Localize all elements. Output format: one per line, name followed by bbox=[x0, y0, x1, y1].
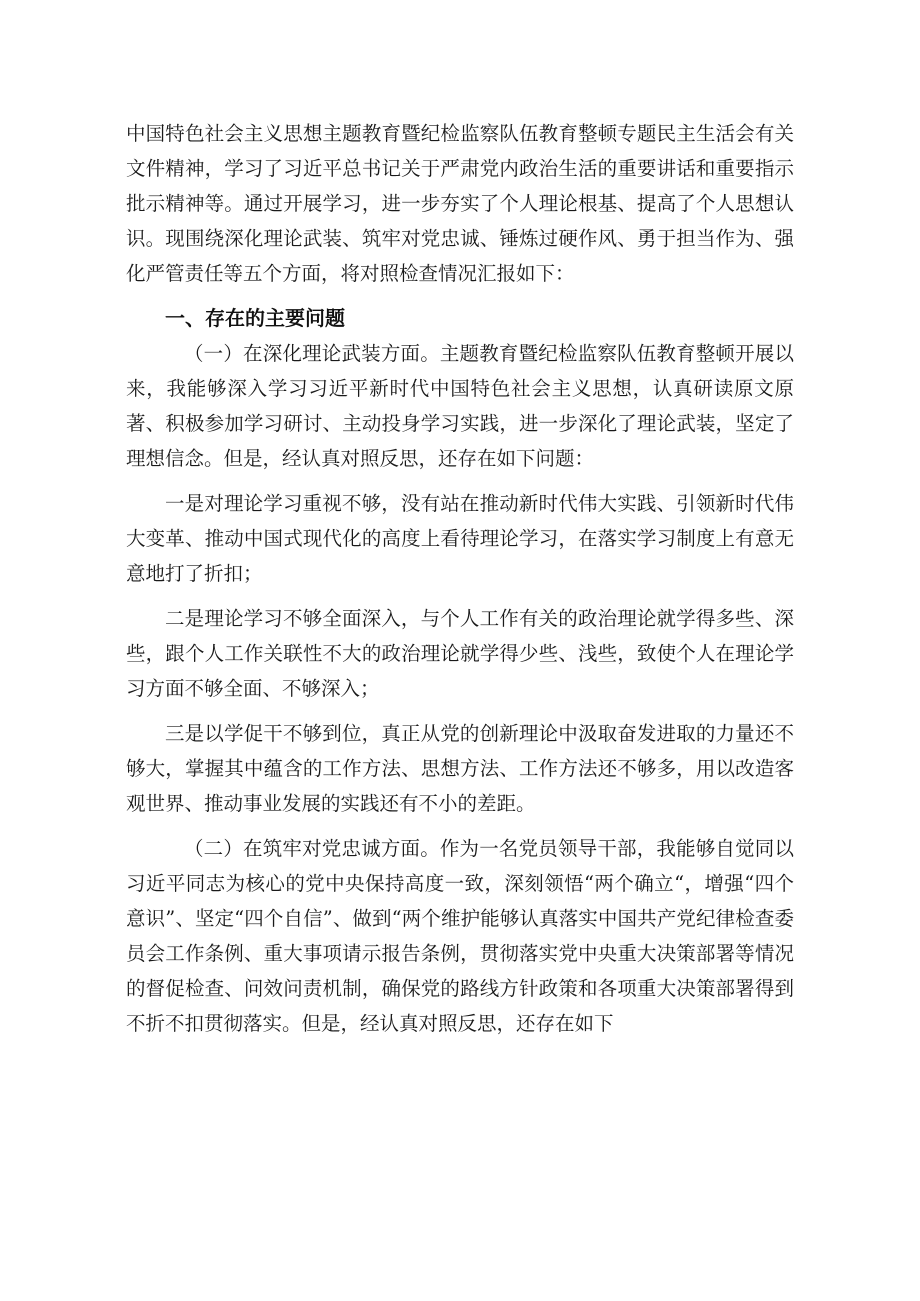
problem-two-paragraph: 二是理论学习不够全面深入，与个人工作有关的政治理论就学得多些、深些，跟个人工作关联性不大的政治理论就学得少些、浅些，致使个人在理论学习方面不够全面、不够深入； bbox=[126, 607, 794, 700]
subsection-loyalty-paragraph: （二）在筑牢对党忠诚方面。作为一名党员领导干部，我能够自觉同以习近平同志为核心的党中央保持高度一致，深刻领悟“两个确立“，增强“四个意识”、坚定“四个自信”、做到“两个维护能够认真落实中国共产党纪律检查委员会工作条例、重大事项请示报告条例，贯彻落实党中央重大决策部署等情况的督促检查、问效问责机制，确保党的路线方针政策和各项重大决策部署得到不折不扣贯彻落实。但是，经认真对照反思，还存在如下 bbox=[126, 837, 794, 1035]
document-body bbox=[126, 116, 794, 1041]
intro-paragraph: 中国特色社会主义思想主题教育暨纪检监察队伍教育整顿专题民主生活会有关文件精神，学习了习近平总书记关于严肃党内政治生活的重要讲话和重要指示批示精神等。通过开展学习，进一步夯实了个人理论根基、提高了个人思想认识。现围绕深化理论武装、筑牢对党忠诚、锤炼过硬作风、勇于担当作为、强化严管责任等五个方面，将对照检查情况汇报如下： bbox=[126, 122, 794, 285]
problem-one-paragraph: 一是对理论学习重视不够，没有站在推动新时代伟大实践、引领新时代伟大变革、推动中国式现代化的高度上看待理论学习，在落实学习制度上有意无意地打了折扣； bbox=[126, 492, 794, 585]
subsection-theory-paragraph: （一）在深化理论武装方面。主题教育暨纪检监察队伍教育整顿开展以来，我能够深入学习习近平新时代中国特色社会主义思想，认真研读原文原著、积极参加学习研讨、主动投身学习实践，进一步深化了理论武装，坚定了理想信念。但是，经认真对照反思，还存在如下问题： bbox=[126, 342, 794, 470]
section-heading-main-problems: 一、存在的主要问题 bbox=[165, 306, 345, 330]
problem-three-paragraph: 三是以学促干不够到位，真正从党的创新理论中汲取奋发进取的力量还不够大，掌握其中蕴含的工作方法、思想方法、工作方法还不够多，用以改造客观世界、推动事业发展的实践还有不小的差距。 bbox=[126, 722, 794, 815]
